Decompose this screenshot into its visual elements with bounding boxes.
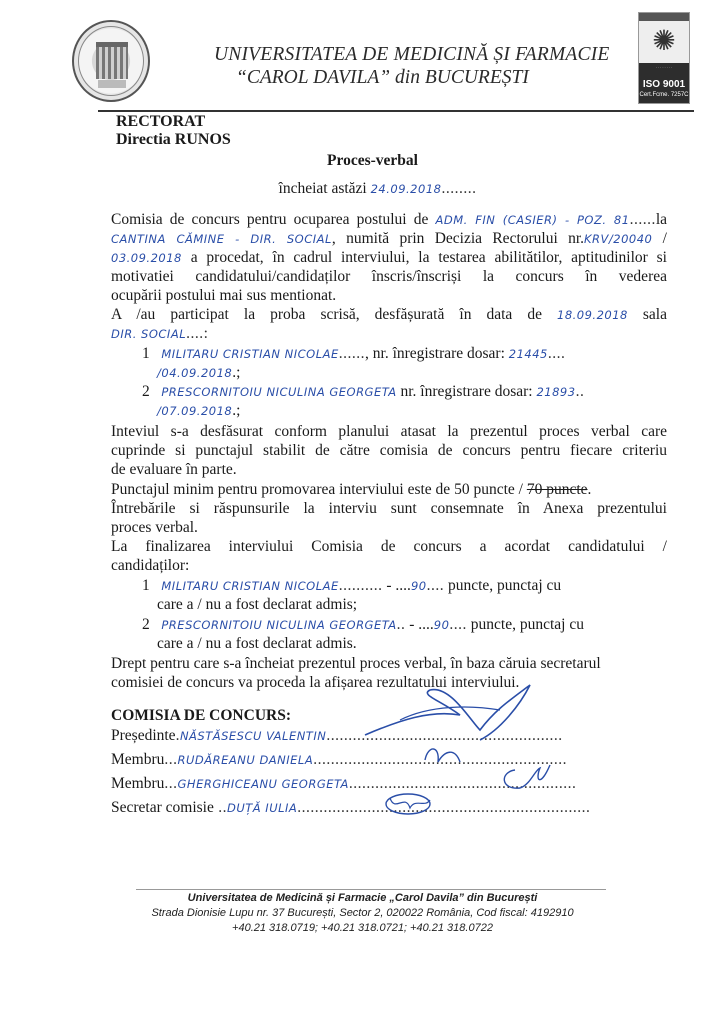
commission-member-row: Președinte.NĂSTĂSESCU VALENTIN...................................................... xyxy=(111,727,563,744)
location-field: CANTINA CĂMINE - DIR. SOCIAL xyxy=(111,232,332,246)
member-role: Președinte xyxy=(111,727,176,744)
cert-small-print: · · · · · · · · xyxy=(655,66,673,70)
footer-university: Universitatea de Medicină și Farmacie „Carol Davila” din București xyxy=(187,892,538,904)
header-divider xyxy=(98,110,694,112)
p1-line4: motivatiei candidatului/candidaților înscris/înscriși la concurs în vederea xyxy=(111,268,667,285)
member-name: RUDĂREANU DANIELA xyxy=(177,753,314,767)
certind-iso-badge-icon xyxy=(638,12,690,104)
department-directia: Directia RUNOS xyxy=(116,131,231,148)
department-rectorat: RECTORAT xyxy=(116,113,206,130)
participant-name: PRESCORNITOIU NICULINA GEORGETA xyxy=(161,385,397,399)
p7-line1: Drept pentru care s-a încheiat prezentul proces verbal, în baza căruia secretarul xyxy=(111,655,601,672)
exam-date: 18.09.2018 xyxy=(557,308,628,322)
p1-line1: Comisia de concurs pentru ocuparea postului de ADM. FIN (CASIER) - POZ. 81......la xyxy=(111,211,667,228)
commission-member-row: Secretar comisie ..DUȚĂ IULIA................................................................... xyxy=(111,799,591,816)
member-name: DUȚĂ IULIA xyxy=(226,801,298,815)
seal-base xyxy=(98,80,126,88)
concluded-line: încheiat astăzi 24.09.2018........ xyxy=(278,180,477,197)
member-role: Membru xyxy=(111,775,165,792)
registration-date: /04.09.2018 xyxy=(157,366,233,380)
commission-heading: COMISIA DE CONCURS: xyxy=(111,707,291,724)
p5-line2: proces verbal. xyxy=(111,519,198,536)
member-role: Secretar comisie xyxy=(111,799,214,816)
member-role: Membru xyxy=(111,751,165,768)
cert-badge-bottom xyxy=(639,63,689,103)
p3-line3: de evaluare în parte. xyxy=(111,461,237,478)
p1-line3: 03.09.2018 a procedat, în cadrul interviului, la testarea abilitătilor, aptitudinilor si xyxy=(111,249,667,266)
member-name: GHERGHICEANU GEORGETA xyxy=(177,777,349,791)
p2-line2: DIR. SOCIAL....: xyxy=(111,325,209,342)
participant-row: 1 MILITARU CRISTIAN NICOLAE......, nr. înregistrare dosar: 21445.... xyxy=(142,345,566,362)
p3-line2: cuprinde si punctajul stabilit de către comisia de concurs pentru fiecare criteriu xyxy=(111,442,667,459)
concluded-date: 24.09.2018 xyxy=(370,182,442,196)
p7-line2: comisiei de concurs va proceda la afișarea rezultatului interviului. xyxy=(111,674,520,691)
p3-line1: Inteviul s-a desfăsurat conform planului atasat la prezentul proces verbal care xyxy=(111,423,667,440)
university-name-line1: UNIVERSITATEA DE MEDICINĂ ȘI FARMACIE xyxy=(214,44,610,65)
result-score: 90 xyxy=(410,579,427,593)
decision-date: 03.09.2018 xyxy=(111,251,182,265)
p5-line1: Întrebările si răspunsurile la interviu sunt consemnate în Anexa prezentului xyxy=(111,500,667,517)
footer-divider xyxy=(136,889,606,890)
result-row: 1 MILITARU CRISTIAN NICOLAE.......... - ....90.... puncte, punctaj cu xyxy=(142,577,562,594)
cert-star-icon: ✺ xyxy=(652,26,676,57)
seal-building xyxy=(96,42,128,79)
document-title: Proces-verbal xyxy=(327,152,418,169)
p4-line: Punctajul minim pentru promovarea interviului este de 50 puncte / 70 puncte. xyxy=(111,481,592,498)
participant-name: MILITARU CRISTIAN NICOLAE xyxy=(161,347,339,361)
p6-line2: candidaților: xyxy=(111,557,190,574)
footer-address: Strada Dionisie Lupu nr. 37 București, Sector 2, 020022 România, Cod fiscal: 4192910 xyxy=(151,907,574,919)
exam-room: DIR. SOCIAL xyxy=(111,327,187,341)
result-admission: care a / nu a fost declarat admis; xyxy=(157,596,358,613)
university-name-line2: “CAROL DAVILA” din BUCUREȘTI xyxy=(236,67,529,88)
result-name: MILITARU CRISTIAN NICOLAE xyxy=(161,579,339,593)
cert-badge-top xyxy=(639,13,689,21)
position-field: ADM. FIN (CASIER) - POZ. 81 xyxy=(435,213,630,227)
registration-date: /07.09.2018 xyxy=(157,404,233,418)
participant-row: 2 PRESCORNITOIU NICULINA GEORGETA nr. înregistrare dosar: 21893.. xyxy=(142,383,585,400)
result-row: 2 PRESCORNITOIU NICULINA GEORGETA.. - ....90.... puncte, punctaj cu xyxy=(142,616,584,633)
commission-member-row: Membru...GHERGHICEANU GEORGETA.................................................... xyxy=(111,775,577,792)
decision-number: KRV/20040 xyxy=(584,232,653,246)
university-seal-icon xyxy=(72,20,150,102)
result-admission: care a / nu a fost declarat admis. xyxy=(157,635,357,652)
p1-line5: ocupării postului mai sus mentionat. xyxy=(111,287,337,304)
registration-number: 21445 xyxy=(508,347,548,361)
iso-label: ISO 9001 xyxy=(642,79,686,90)
result-name: PRESCORNITOIU NICULINA GEORGETA xyxy=(161,618,397,632)
result-score: 90 xyxy=(433,618,450,632)
concluded-label: încheiat astăzi xyxy=(278,180,367,197)
participant-row-cont: /07.09.2018.; xyxy=(157,402,241,419)
footer-phones: +40.21 318.0719; +40.21 318.0721; +40.21 318.0722 xyxy=(232,922,493,934)
member-name: NĂSTĂSESCU VALENTIN xyxy=(179,729,327,743)
registration-number: 21893 xyxy=(536,385,576,399)
participant-row-cont: /04.09.2018.; xyxy=(157,364,241,381)
cert-number: Cert.Fcme. 7257C xyxy=(639,92,689,98)
p2-line1: A /au participat la proba scrisă, desfășurată în data de 18.09.2018 sala xyxy=(111,306,667,323)
p6-line1: La finalizarea interviului Comisia de concurs a acordat candidatului / xyxy=(111,538,667,555)
struck-alternative: 70 puncte xyxy=(526,481,588,498)
commission-member-row: Membru...RUDĂREANU DANIELA.......................................................... xyxy=(111,751,567,768)
p1-line2: CANTINA CĂMINE - DIR. SOCIAL, numită prin Decizia Rectorului nr.KRV/20040 / xyxy=(111,230,667,247)
